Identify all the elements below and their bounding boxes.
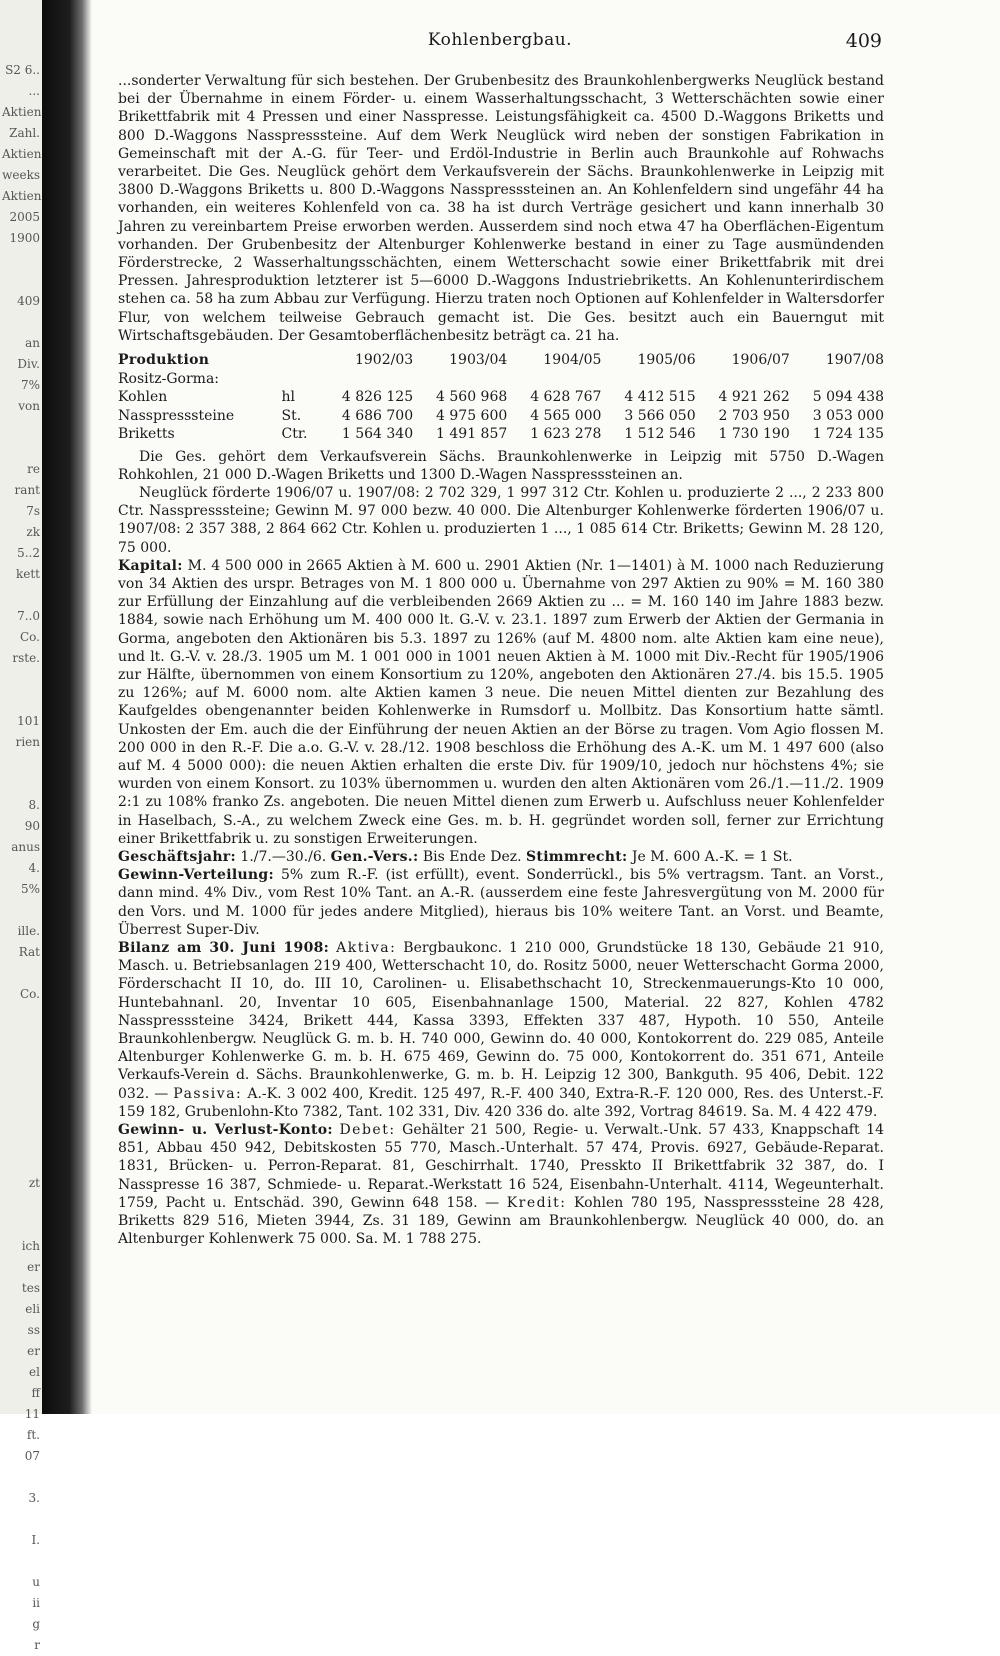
stimmrecht-label: Stimmrecht: xyxy=(526,849,628,866)
edge-fragment: ff xyxy=(31,1386,40,1400)
edge-fragment xyxy=(2,1551,40,1572)
row-name: Briketts xyxy=(118,426,175,443)
edge-fragment: 2005 xyxy=(9,210,40,224)
edge-fragment xyxy=(2,669,40,690)
value-cell: 5 094 438 xyxy=(812,389,884,406)
value-cell: 1 730 190 xyxy=(718,426,790,443)
running-title: Kohlenbergbau. xyxy=(427,30,573,50)
edge-fragment: weeks xyxy=(2,168,40,182)
edge-fragment xyxy=(2,1047,40,1068)
gewinnverteilung-text: 5% zum R.-F. (ist erfüllt), event. Sonderrückl., bis 5% vertragsm. Tant. an Vorst., dann mind. 4% Div., vom Rest 10% Tant. an A.-R. (ausserdem eine feste Jahresvergütung von M. 2000 für den Vors. und M. 1000 für jedes andere Mitglied), hieraus bis 10% weitere Tant. an Vorst. und Beamte, Überrest Super-Div. xyxy=(118,867,884,938)
kapital-label: Kapital: xyxy=(118,557,183,574)
value-cell: 4 975 600 xyxy=(436,407,508,424)
edge-fragment: Zahl. xyxy=(9,126,40,140)
edge-fragment: zk xyxy=(26,525,40,539)
page-number: 409 xyxy=(845,30,882,52)
value-cell: 1 724 135 xyxy=(812,426,884,443)
year-cell: 1904/05 xyxy=(543,352,602,369)
year-cell: 1902/03 xyxy=(354,352,414,369)
kapital-text: M. 4 500 000 in 2665 Aktien à M. 600 u. 2901 Aktien (Nr. 1—1401) à M. 1000 nach Reduzierung von 34 Aktien des urspr. Betrages von M. 1 800 000 u. Übernahme von 297 Aktien zu 90% = M. 160 380 zur Erfüllung der Einzahlung auf die verbleibenden 2669 Aktien zu ... = M. 160 140 im Jahre 1883 bezw. 1884, sowie nach Erhöhung um M. 400 000 lt. G.-V. v. 23.1. 1897 zum Erwerb der Aktien der Germania in Gorma, angeboten den Aktionären bis 5.3. 1897 zu 126% (auf M. 4800 nom. alte Aktien kam eine neue), und lt. G.-V. v. 28./3. 1905 um M. 1 001 000 in 1001 neuen Aktien à M. 1000 mit Div.-Recht für 1905/1906 zur Hälfte, übernommen von einem Konsortium zu 120%, angeboten den Aktionären 27./4. bis 15.5. 1905 zu 126%; auf M. 6000 nom. alte Aktien kamen 3 neue. Die neuen Mittel dienten zur Bezahlung des Kaufgeldes obengenannter beiden Kohlenwerke in Rumsdorf u. Mollbitz. Das Konsortium hatte sämtl. Unkosten der Em. auch die der Einführung der neuen Aktien an der Börse zu tragen. Vom Agio flossen M. 200 000 in den R.-F. Die a.o. G.-V. v. 28./12. 1908 beschloss die Erhöhung des A.-K. um M. 1 497 600 (also auf M. 4 5000 000): die neuen Aktien erhalten die erste Div. für 1909/10, jedoch nur höchstens 4%; sie wurden von einem Konsort. zu 103% übernommen u. wurden den alten Aktionären vom 26./1.—11./2. 1909 2:1 zu 108% franko Zs. angeboten. Die neuen Mittel dienen zum Erwerb u. Aufschluss neuer Kohlenfelder in Haselbach, S.-A., zu welchem Zweck eine Ges. m. b. H. gegründet worden soll, ferner zur Errichtung einer Brikettfabrik u. zu sonstigen Erweiterungen. xyxy=(118,557,885,847)
year-cell: 1905/06 xyxy=(637,352,696,369)
genvers-text: Bis Ende Dez. xyxy=(422,849,522,866)
edge-fragment: Div. xyxy=(17,357,40,371)
edge-fragment: Aktien xyxy=(2,147,42,161)
table-row xyxy=(118,407,884,426)
edge-fragment: tes xyxy=(21,1281,40,1295)
value-cell: 1 491 857 xyxy=(436,426,508,443)
passiva-label: Passiva: xyxy=(173,1085,243,1102)
gewinnverteilung-label: Gewinn-Verteilung: xyxy=(118,867,274,884)
genvers-label: Gen.-Vers.: xyxy=(330,849,419,866)
edge-fragment xyxy=(2,774,40,795)
edge-fragment: g xyxy=(32,1617,40,1631)
edge-fragment: 11 xyxy=(24,1407,40,1421)
production-label: Produktion xyxy=(118,352,210,369)
edge-fragment xyxy=(2,1131,40,1152)
edge-fragment: rste. xyxy=(12,651,40,665)
edge-fragment: kett xyxy=(15,567,40,581)
edge-fragment: Co. xyxy=(19,987,40,1001)
section-gewinn-verteilung xyxy=(118,866,884,939)
edge-fragment xyxy=(2,438,40,459)
edge-fragment: Rat xyxy=(18,945,40,959)
edge-fragment: 7..0 xyxy=(17,609,40,623)
edge-fragment: u xyxy=(32,1575,40,1589)
edge-fragment xyxy=(2,753,40,774)
aktiva-text: Bergbaukonc. 1 210 000, Grundstücke 18 130, Gebäude 21 910, Masch. u. Betriebsanlagen 219 400, Wetterschacht 10, do. Rositz 5000, neuer Wetterschacht Gorma 2000, Förderschacht II 10, do. III 10, Carolinen- u. Elisabethschacht 10, Streckenmauerungs-Kto 10 000, Huntebahnanl. 20, Inventar 10 605, Eisenbahnanlage 1500, Material. 22 827, Kohlen 4782 Nasspresssteine 3424, Brikett 444, Kassa 3393, Effekten 337 487, Hypoth. 10 550, Anteile Braunkohlenbergw. Neuglück G. m. b. H. 740 000, Gewinn do. 40 000, Kontokorrent do. 229 085, Anteile Altenburger Kohlenwerke G. m. b. H. 675 469, Gewinn do. 75 000, Kontokorrent do. 351 671, Anteile Verkaufs-Verein d. Sächs. Braunkohlenwerke, G. m. b. H. Leipzig 12 300, Bankguth. 95 406, Debit. 122 032. — xyxy=(118,940,884,1102)
edge-fragment: anus xyxy=(11,840,40,854)
edge-fragment: r xyxy=(34,1638,40,1652)
edge-fragment xyxy=(2,585,40,606)
gewinn-verlust-label: Gewinn- u. Verlust-Konto: xyxy=(118,1122,333,1139)
year-cell: 1907/08 xyxy=(825,352,884,369)
paragraph-sales-association: Die Ges. gehört dem Verkaufsverein Sächs. Braunkohlenwerke in Leipzig mit 5750 D.-Wagen Rohkohlen, 21 000 D.-Wagen Briketts und 1300 D.-Wagen Nasspresssteinen an. xyxy=(118,448,884,483)
value-cell: 4 686 700 xyxy=(341,407,414,424)
edge-fragment xyxy=(2,417,40,438)
edge-fragment xyxy=(2,1068,40,1089)
edge-fragment: el xyxy=(29,1365,40,1379)
passiva-text: A.-K. 3 002 400, Kredit. 125 497, R.-F. 400 340, Extra-R.-F. 120 000, Res. des Unterst.-F. 159 182, Grubenlohn-Kto 7382, Tant. 102 331, Div. 420 336 do. alte 392, Vortrag 84619. Sa. M. 4 422 479. xyxy=(118,1085,885,1120)
debet-text: Gehälter 21 500, Regie- u. Verwalt.-Unk. 57 433, Knappschaft 14 851, Abbau 450 942, Debitskosten 55 770, Masch.-Unterhalt. 57 474, Provis. 6927, Gebäude-Reparat. 1831, Brücken- u. Perron-Reparat. 81, Geschirrhalt. 1740, Presskto II Brikettfabrik 32 387, do. I Nasspresse 16 387, Schmiede- u. Reparat.-Werkstatt 16 524, Eisenbahn-Unterhalt. 4114, Wegeunterhalt. 1759, Pacht u. Entschäd. 390, Gewinn 648 158. — xyxy=(118,1122,885,1211)
edge-fragment xyxy=(2,1467,40,1488)
aktiva-label: Aktiva: xyxy=(336,940,397,957)
edge-fragment: 90 xyxy=(24,819,40,833)
edge-fragment: ii xyxy=(32,1596,40,1610)
value-cell: 3 566 050 xyxy=(624,407,696,424)
edge-fragment xyxy=(2,249,40,270)
edge-fragment: 5% xyxy=(20,882,40,896)
paragraph-output: Neuglück förderte 1906/07 u. 1907/08: 2 702 329, 1 997 312 Ctr. Kohlen u. produzierte 2 ..., 2 233 800 Ctr. Nasspresssteine; Gewinn M. 97 000 bezw. 40 000. Die Altenburger Kohlenwerke förderten 1906/07 u. 1907/08: 2 357 388, 2 864 662 Ctr. Kohlen u. produzierten 1 ..., 1 085 614 Ctr. Briketts; Gewinn M. 28 120, 75 000. xyxy=(118,484,884,556)
edge-fragment: rant xyxy=(14,483,40,497)
row-unit: Ctr. xyxy=(281,426,308,443)
value-cell: 4 565 000 xyxy=(530,407,602,424)
value-cell: 2 703 950 xyxy=(718,407,790,424)
stimmrecht-text: Je M. 600 A.-K. = 1 St. xyxy=(631,849,793,866)
edge-fragment: Co. xyxy=(19,630,40,644)
edge-fragment xyxy=(2,963,40,984)
bilanz-label: Bilanz am 30. Juni 1908: xyxy=(118,940,330,957)
table-row xyxy=(118,425,884,444)
row-unit: St. xyxy=(281,407,302,424)
edge-fragment xyxy=(2,690,40,711)
kredit-text: Kohlen 780 195, Nasspresssteine 28 428, Briketts 829 516, Mieten 3944, Zs. 31 189, Gewinn am Braunkohlenbergw. Neuglück 40 000, do. an Altenburger Kohlenwerk 75 000. Sa. M. 1 788 275. xyxy=(118,1194,885,1248)
row-name: Kohlen xyxy=(118,389,168,406)
edge-fragment: S2 6.. xyxy=(5,63,40,77)
main-text xyxy=(118,72,884,1248)
year-cell: 1903/04 xyxy=(449,352,508,369)
edge-fragment: re xyxy=(27,462,40,476)
edge-fragment: 101 xyxy=(17,714,40,728)
edge-fragment: ... xyxy=(28,84,40,98)
debet-label: Debet: xyxy=(339,1122,396,1139)
year-cell: 1906/07 xyxy=(731,352,790,369)
geschaeftsjahr-text: 1./7.—30./6. xyxy=(240,849,327,866)
value-cell: 4 628 767 xyxy=(530,389,602,406)
edge-fragment xyxy=(2,312,40,333)
table-row xyxy=(118,388,884,407)
edge-fragment: von xyxy=(18,399,40,413)
edge-fragment: Aktien xyxy=(2,105,42,119)
edge-fragment xyxy=(2,1005,40,1026)
geschaeftsjahr-label: Geschäftsjahr: xyxy=(118,849,236,866)
value-cell: 1 564 340 xyxy=(341,426,414,443)
page-header xyxy=(118,30,882,54)
edge-fragment: 07 xyxy=(24,1449,40,1463)
edge-fragment xyxy=(2,270,40,291)
edge-fragment: er xyxy=(27,1344,40,1358)
edge-fragment: ich xyxy=(21,1239,40,1253)
value-cell: 1 623 278 xyxy=(530,426,602,443)
row-name: Nasspresssteine xyxy=(118,407,235,424)
edge-fragment: 409 xyxy=(17,294,40,308)
paragraph-company-history: ...sonderter Verwaltung für sich bestehen. Der Grubenbesitz des Braunkohlenbergwerks Neuglück bestand bei der Übernahme in einem Förder- u. einem Wasserhaltungsschacht, 3 Wetterschächten sowie einer Brikettfabrik mit 4 Pressen und einer Nasspresse. Leistungsfähigkeit ca. 4500 D.-Waggons Briketts und 800 D.-Waggons Nasspresssteine. Auf dem Werk Neuglück wird neben der sonstigen Fabrikation in Gemeinschaft mit der A.-G. für Teer- und Erdöl-Industrie in Berlin auch Braunkohle auf Rohwachs verarbeitet. Die Ges. Neuglück gehört dem Verkaufsverein der Sächs. Braunkohlenwerke in Leipzig mit 3800 D.-Waggons Briketts u. 800 D.-Waggons Nasspresssteinen an. An Kohlenfeldern sind ungefähr 44 ha vorhanden, ein weiteres Kohlenfeld von ca. 38 ha ist durch Verträge gesichert und kann innerhalb 30 Jahren zu vereinbartem Preise erworben werden. Ausserdem sind noch etwa 47 ha Oberflächen-Eigentum vorhanden. Der Grubenbesitz der Altenburger Kohlenwerke bestand in einer zu Tage ausmündenden Förderstrecke, 2 Wasserhaltungsschächten, einem Wetterschacht sowie einer Brikettfabrik mit drei Pressen. Jahresproduktion letzterer ist 5—6000 D.-Waggons Industriebriketts. An Kohlenunterirdischem stehen ca. 58 ha zum Abbau zur Verfügung. Hierzu traten noch Optionen auf Kohlenfelder in Waltersdorfer Flur, von welchem teilweise Gebrauch gemacht ist. Die Ges. besitzt auch ein Bauerngut mit Wirtschaftsgebäuden. Der Gesamtoberflächenbesitz beträgt ca. 21 ha. xyxy=(118,73,884,344)
edge-fragment: er xyxy=(27,1260,40,1274)
edge-fragment: ille. xyxy=(17,924,40,938)
value-cell: 1 512 546 xyxy=(624,426,696,443)
edge-fragment: zt xyxy=(28,1176,40,1190)
value-cell: 4 921 262 xyxy=(718,389,790,406)
edge-fragment xyxy=(2,1194,40,1215)
edge-fragment: I. xyxy=(31,1533,40,1547)
production-table xyxy=(118,351,884,444)
section-meeting-info xyxy=(118,848,884,866)
edge-fragment xyxy=(2,1509,40,1530)
edge-fragment: rien xyxy=(15,735,40,749)
edge-fragment: 8. xyxy=(28,798,40,812)
adjacent-page-fragments xyxy=(2,60,42,1652)
production-subheading-row xyxy=(118,370,884,389)
edge-fragment xyxy=(2,1152,40,1173)
section-kapital xyxy=(118,557,884,848)
production-subheading: Rositz-Gorma: xyxy=(118,370,220,387)
edge-fragment: eli xyxy=(25,1302,40,1316)
edge-fragment: 7s xyxy=(26,504,40,518)
edge-fragment: 3. xyxy=(28,1491,40,1505)
section-bilanz xyxy=(118,939,884,1121)
value-cell: 4 826 125 xyxy=(341,389,414,406)
edge-fragment xyxy=(2,1089,40,1110)
value-cell: 4 412 515 xyxy=(624,389,696,406)
edge-fragment xyxy=(2,900,40,921)
book-binding-shadow xyxy=(42,0,92,1414)
kredit-label: Kredit: xyxy=(506,1194,567,1211)
edge-fragment: an xyxy=(25,336,40,350)
edge-fragment: 1900 xyxy=(9,231,40,245)
section-gewinn-verlust xyxy=(118,1121,884,1248)
value-cell: 4 560 968 xyxy=(436,389,508,406)
value-cell: 3 053 000 xyxy=(812,407,884,424)
adjacent-page-strip xyxy=(0,0,42,1652)
edge-fragment xyxy=(2,1215,40,1236)
edge-fragment: 4. xyxy=(28,861,40,875)
edge-fragment: ss xyxy=(27,1323,40,1337)
edge-fragment: 7% xyxy=(20,378,40,392)
edge-fragment: ft. xyxy=(26,1428,40,1442)
edge-fragment xyxy=(2,1110,40,1131)
production-header-row xyxy=(118,351,884,370)
edge-fragment: 5..2 xyxy=(17,546,40,560)
edge-fragment xyxy=(2,1026,40,1047)
edge-fragment: Aktien xyxy=(2,189,42,203)
row-unit: hl xyxy=(281,389,295,406)
